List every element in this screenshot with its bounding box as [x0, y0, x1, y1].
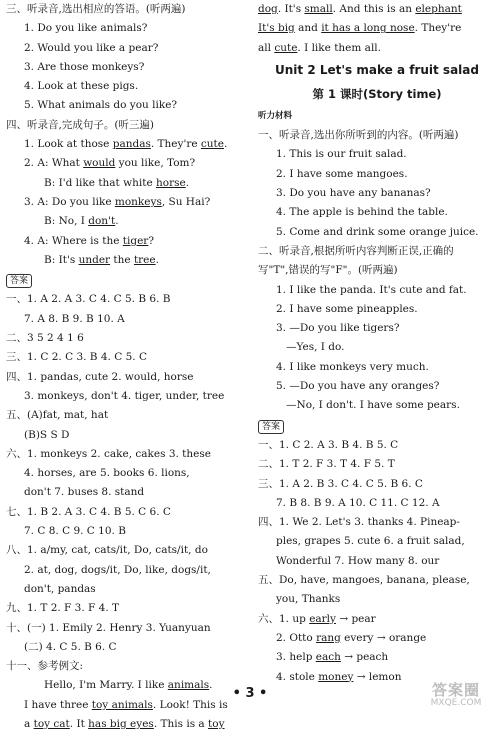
r-section-2-title: 二、听录音,根据所听内容判断正误,正确的: [258, 244, 454, 257]
answer-line: 五、Do, have, mangoes, banana, please,: [258, 574, 470, 587]
answer-badge: 答案: [6, 274, 32, 288]
answer-badge: 答案: [258, 420, 284, 434]
s3-item-3: 3. Are those monkeys?: [24, 60, 145, 73]
r-s2-item: 5. —Do you have any oranges?: [276, 380, 440, 393]
r-s1-item: 3. Do you have any bananas?: [276, 187, 431, 200]
essay-cont-3: all cute. I like them all.: [258, 41, 382, 54]
essay-cont-1: dog. It's small. And this is an elephant: [258, 3, 462, 15]
answer-line: (二) 4. C 5. B 6. C: [24, 640, 117, 653]
answer-line: 二、3 5 2 4 1 6: [6, 332, 84, 345]
r-section-1-title: 一、听录音,选出你所听到的内容。(听两遍): [258, 129, 459, 142]
answer-line: 七、1. B 2. A 3. C 4. B 5. C 6. C: [6, 505, 171, 518]
page-number: • 3 •: [232, 686, 268, 701]
answer-line: 三、1. A 2. B 3. C 4. C 5. B 6. C: [258, 477, 423, 490]
answer-line: 一、1. C 2. A 3. B 4. B 5. C: [258, 438, 399, 451]
s3-item-2: 2. Would you like a pear?: [24, 41, 159, 54]
answer-line: 7. C 8. C 9. C 10. B: [24, 525, 126, 538]
answer-line: 一、1. A 2. A 3. C 4. C 5. B 6. B: [6, 293, 171, 306]
left-column: [6, 0, 256, 734]
answer-line-six-4: 4. stole money → lemon: [276, 670, 402, 683]
r-s2-item: 3. —Do you like tigers?: [276, 322, 400, 335]
s3-item-4: 4. Look at these pigs.: [24, 80, 139, 93]
answer-line: 3. monkeys, don't 4. tiger, under, tree: [24, 389, 225, 402]
s4-item-3a: 3. A: Do you like monkeys, Su Hai?: [24, 195, 211, 208]
answer-line: 四、1. pandas, cute 2. would, horse: [6, 370, 194, 383]
essay-cont-2: It's big and it has a long nose. They're: [258, 22, 462, 35]
answer-line: 五、(A)fat, mat, hat: [6, 409, 109, 422]
answer-line: 2. at, dog, dogs/it, Do, like, dogs/it,: [24, 563, 211, 576]
r-s2-item: 1. I like the panda. It's cute and fat.: [276, 283, 467, 296]
r-s1-item: 4. The apple is behind the table.: [276, 206, 448, 219]
r-s2-item: —Yes, I do.: [286, 341, 345, 354]
right-column: [258, 0, 496, 687]
lesson-title: 第 1 课时(Story time): [312, 86, 442, 101]
r-section-2-title-cont: 写"T",错误的写"F"。(听两遍): [258, 264, 398, 277]
answer-line: 十一、参考例文:: [6, 660, 84, 673]
answer-line: you, Thanks: [276, 593, 341, 606]
s3-item-1: 1. Do you like animals?: [24, 22, 148, 35]
answer-line: 六、1. monkeys 2. cake, cakes 3. these: [6, 447, 211, 460]
s4-item-4b: B: It's under the tree.: [44, 253, 159, 266]
essay-line-1: Hello, I'm Marry. I like animals.: [44, 679, 213, 692]
s4-item-2b: B: I'd like that white horse.: [44, 176, 190, 189]
s4-item-2a: 2. A: What would you like, Tom?: [24, 157, 196, 170]
answer-line: 4. horses, are 5. books 6. lions,: [24, 467, 190, 480]
s4-item-4a: 4. A: Where is the tiger?: [24, 234, 154, 247]
section-4-title: 四、听录音,完成句子。(听三遍): [6, 118, 155, 131]
r-s1-item: 1. This is our fruit salad.: [276, 148, 407, 161]
answer-line: 二、1. T 2. F 3. T 4. F 5. T: [258, 458, 395, 471]
answer-line: 九、1. T 2. F 3. F 4. T: [6, 602, 120, 615]
answer-line: 7. B 8. B 9. A 10. C 11. C 12. A: [276, 496, 440, 509]
s4-item-3b: B: No, I don't.: [44, 215, 119, 228]
watermark-top: 答案圈: [431, 681, 480, 699]
listening-material-label: 听力材料: [258, 110, 293, 121]
unit-title: Unit 2 Let's make a fruit salad: [275, 62, 479, 77]
s3-item-5: 5. What animals do you like?: [24, 99, 178, 112]
r-s2-item: —No, I don't. I have some pears.: [286, 399, 460, 412]
answer-line: 三、1. C 2. C 3. B 4. C 5. C: [6, 351, 147, 364]
essay-line-3: a toy cat. It has big eyes. This is a toy: [24, 717, 225, 730]
watermark-logo: [418, 681, 494, 714]
essay-line-2: I have three toy animals. Look! This is: [24, 698, 228, 711]
r-s2-item: 4. I like monkeys very much.: [276, 360, 429, 373]
r-s2-item: 2. I have some pineapples.: [276, 302, 418, 315]
answer-line: (B)S S D: [24, 428, 70, 441]
answer-line: don't, pandas: [24, 582, 96, 595]
answer-line: ples, grapes 5. cute 6. a fruit salad,: [276, 535, 465, 548]
answer-line: Wonderful 7. How many 8. our: [276, 554, 440, 567]
answer-line: don't 7. buses 8. stand: [24, 486, 145, 499]
section-3-title: 三、听录音,选出相应的答语。(听两遍): [6, 3, 186, 15]
watermark-bottom: MXQE.COM: [430, 698, 482, 708]
answer-line-six-3: 3. help each → peach: [276, 651, 389, 664]
answer-line-six-2: 2. Otto rang every → orange: [276, 631, 427, 644]
answer-line-six-1: 六、1. up early → pear: [258, 612, 376, 625]
r-s1-item: 5. Come and drink some orange juice.: [276, 225, 479, 238]
s4-item-1: 1. Look at those pandas. They're cute.: [24, 138, 228, 151]
answer-line: 十、(一) 1. Emily 2. Henry 3. Yuanyuan: [6, 621, 211, 634]
answer-line: 7. A 8. B 9. B 10. A: [24, 312, 125, 325]
r-s1-item: 2. I have some mangoes.: [276, 167, 408, 180]
answer-line: 八、1. a/my, cat, cats/it, Do, cats/it, do: [6, 544, 208, 557]
answer-line: 四、1. We 2. Let's 3. thanks 4. Pineap-: [258, 516, 460, 529]
